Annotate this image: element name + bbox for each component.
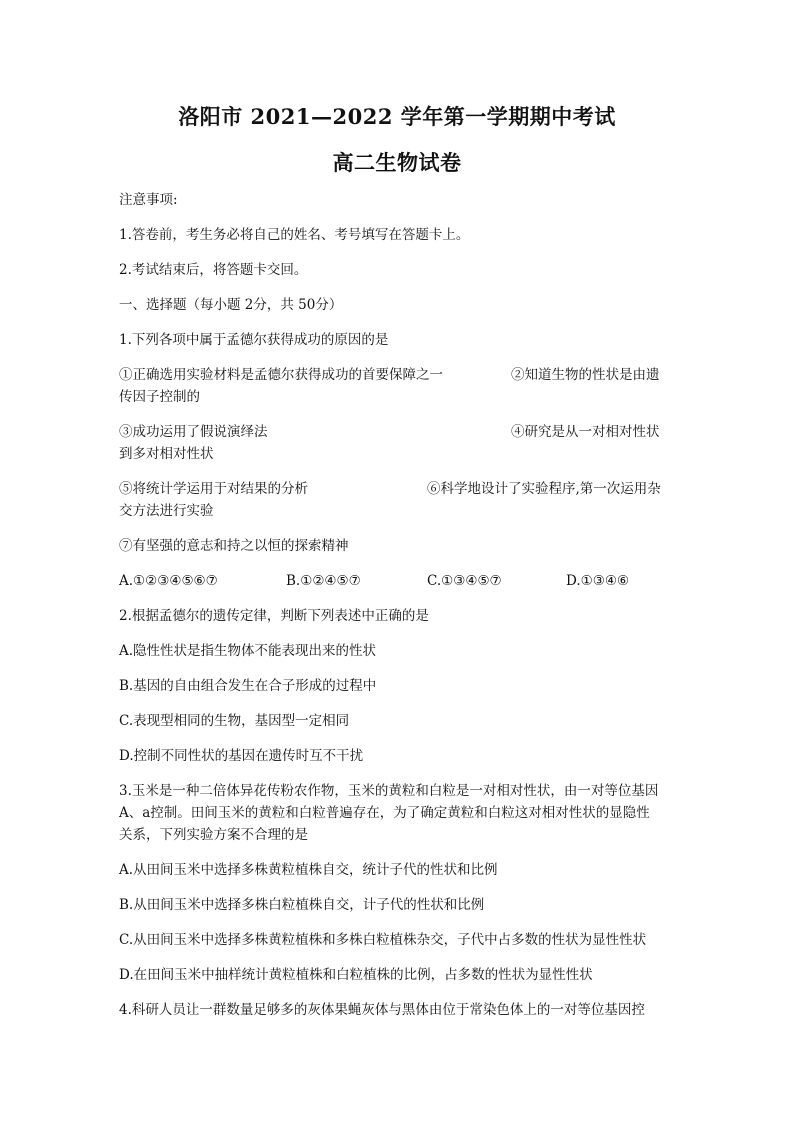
q1-option-a: A.①②③④⑤⑥⑦ (119, 573, 218, 589)
question-1-stem: 1.下列各项中属于孟德尔获得成功的原因的是 (119, 332, 389, 348)
q1-statement-5: ⑤将统计学运用于对结果的分析 (119, 481, 308, 497)
notice-item: 1.答卷前，考生务必将自己的姓名、考号填写在答题卡上。 (119, 227, 470, 243)
q1-statement-1: ①正确选用实验材料是孟德尔获得成功的首要保障之一 (119, 367, 443, 383)
exam-title: 洛阳市 2021—2022 学年第一学期期中考试 (178, 104, 616, 129)
q1-statement-6-cont: 交方法进行实验 (119, 503, 214, 519)
question-3-stem-line-2: A、a控制。田间玉米的黄粒和白粒普遍存在，为了确定黄粒和白粒这对相对性状的显隐性 (119, 805, 650, 821)
q2-option-b: B.基因的自由组合发生在合子形成的过程中 (119, 678, 377, 694)
q1-statement-4: ④研究是从一对相对性状 (511, 424, 660, 440)
question-3-stem-line-1: 3.玉米是一种二倍体异花传粉农作物，玉米的黄粒和白粒是一对相对性状，由一对等位基因 (119, 783, 659, 799)
section-heading: 一、选择题（每小题 2分，共 50分） (119, 297, 343, 313)
q1-statement-2-cont: 传因子控制的 (119, 389, 200, 405)
q3-option-d: D.在田间玉米中抽样统计黄粒植株和白粒植株的比例，占多数的性状为显性性状 (119, 967, 593, 983)
q1-statement-2: ②知道生物的性状是由遗 (511, 367, 660, 383)
q1-statement-6: ⑥科学地设计了实验程序,第一次运用杂 (427, 481, 661, 497)
q1-option-b: B.①②④⑤⑦ (286, 573, 361, 589)
question-2-stem: 2.根据孟德尔的遗传定律，判断下列表述中正确的是 (119, 608, 429, 624)
q1-statement-7: ⑦有坚强的意志和持之以恒的探索精神 (119, 538, 349, 554)
notice-item: 2.考试结束后，将答题卡交回。 (119, 262, 308, 278)
q2-option-c: C.表现型相同的生物，基因型一定相同 (119, 713, 350, 729)
question-4-stem-line-1: 4.科研人员让一群数量足够多的灰体果蝇灰体与黑体由位于常染色体上的一对等位基因控 (119, 1002, 645, 1018)
notice-heading: 注意事项: (119, 192, 178, 208)
q2-option-d: D.控制不同性状的基因在遗传时互不干扰 (119, 748, 364, 764)
question-3-stem-line-3: 关系，下列实验方案不合理的是 (119, 827, 308, 843)
q1-statement-4-cont: 到多对相对性状 (119, 446, 214, 462)
q1-option-c: C.①③④⑤⑦ (427, 573, 502, 589)
q3-option-c: C.从田间玉米中选择多株黄粒植株和多株白粒植株杂交，子代中占多数的性状为显性性状 (119, 932, 647, 948)
exam-subtitle: 高二生物试卷 (332, 150, 462, 175)
q1-statement-3: ③成功运用了假说演绎法 (119, 424, 268, 440)
q2-option-a: A.隐性性状是指生物体不能表现出来的性状 (119, 643, 377, 659)
q1-option-d: D.①③④⑥ (566, 573, 630, 589)
q3-option-a: A.从田间玉米中选择多株黄粒植株自交，统计子代的性状和比例 (119, 862, 498, 878)
q3-option-b: B.从田间玉米中选择多株白粒植株自交，计子代的性状和比例 (119, 897, 485, 913)
